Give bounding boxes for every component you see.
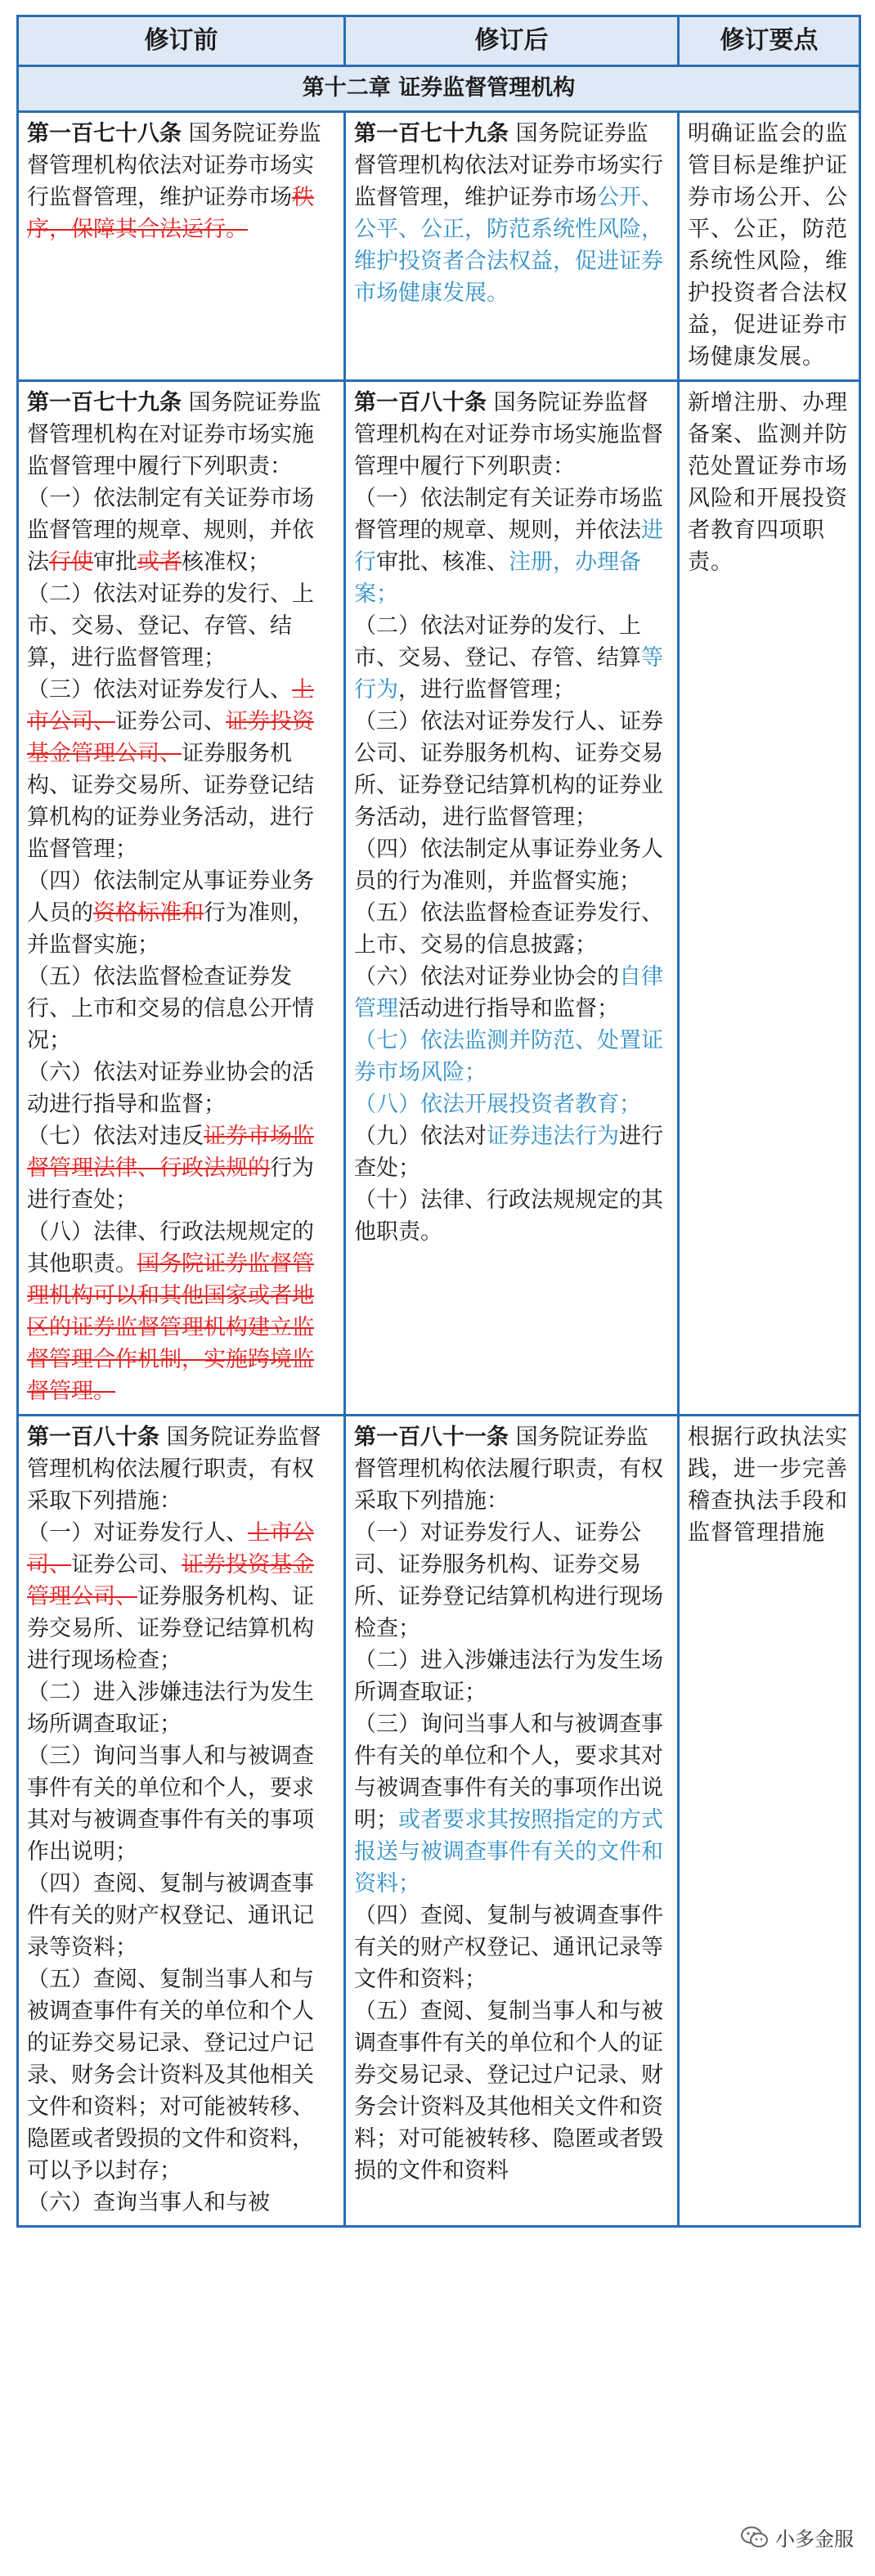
- clause-text: 国务院证券监督管理机构依法履行职责，有权采取下列措施：: [354, 1425, 663, 1514]
- clause-text: 国务院证券监督管理机构依法对证券市场实行监督管理，维护证券市场: [354, 121, 663, 210]
- clause-text: （四）查阅、复制与被调查事件有关的财产权登记、通讯记录等文件和资料；: [354, 1903, 663, 1992]
- after-article: [354, 1421, 669, 1517]
- after-cell: [345, 112, 679, 381]
- article-number: 第一百七十八条: [27, 121, 182, 146]
- inserted-text: 或者要求其按照指定的方式报送与被调查事件有关的文件和资料；: [354, 1807, 663, 1896]
- after-clause: [354, 1900, 669, 1995]
- after-clause: [354, 961, 669, 1025]
- clause-text: 行为准则，并监督实施；: [27, 900, 314, 958]
- after-clause: [354, 833, 669, 897]
- clause-text: （一）依法制定有关证券市场监督管理的规章、规则，并依法: [354, 486, 663, 543]
- before-clause: [27, 961, 335, 1057]
- clause-text: （十）法律、行政法规规定的其他职责。: [354, 1187, 663, 1245]
- before-clause: [27, 1868, 335, 1963]
- article-number: 第一百八十条: [27, 1425, 159, 1450]
- clause-text: 核准权；: [182, 550, 270, 575]
- clause-text: 国务院证券监督管理机构在对证券市场实施监督管理中履行下列职责：: [27, 390, 321, 479]
- clause-text: （四）依法制定从事证券业务人员的: [27, 868, 314, 926]
- clause-text: （二）进入涉嫌违法行为发生场所调查取证；: [354, 1648, 663, 1705]
- before-clause: [27, 578, 335, 674]
- clause-text: （二）进入涉嫌违法行为发生场所调查取证；: [27, 1680, 314, 1737]
- inserted-text: 注册，办理备案；: [354, 550, 641, 607]
- clause-text: （五）依法监督检查证券发行、上市、交易的信息披露；: [354, 900, 663, 958]
- before-clause: [27, 674, 335, 865]
- chapter-row: [18, 66, 860, 112]
- clause-text: （五）查阅、复制当事人和与被调查事件有关的单位和个人的证券交易记录、登记过户记录、财务会计资料及其他相关文件和资料；对可能被转移、隐匿或者毁损的文件和资料，可以予以封存；: [27, 1967, 314, 2183]
- clause-text: （三）询问当事人和与被调查事件有关的单位和个人，要求其对与被调查事件有关的事项作出说明；: [354, 1712, 663, 1833]
- after-clause: [354, 1088, 669, 1120]
- deleted-text: 秩序，保障其合法运行。: [27, 185, 314, 242]
- clause-text: （六）查询当事人和与被: [27, 2190, 270, 2215]
- clause-text: （三）询问当事人和与被调查事件有关的单位和个人，要求其对与被调查事件有关的事项作出说明；: [27, 1744, 314, 1865]
- article-row: [18, 1416, 860, 2227]
- deleted-text: 国务院证券监督管理机构可以和其他国家或者地区的证券监督管理机构建立监督管理合作机制，实施跨境监督管理。: [27, 1251, 314, 1404]
- after-clause: [354, 1517, 669, 1645]
- clause-text: ，进行监督管理；: [398, 677, 575, 702]
- after-clause: [354, 1645, 669, 1708]
- inserted-text: （七）依法监测并防范、处置证券市场风险；: [354, 1028, 663, 1085]
- deleted-text: 证券市场监督管理法律、行政法规的: [27, 1124, 314, 1181]
- clause-text: 审批、核准、: [376, 550, 509, 575]
- article-number: 第一百七十九条: [27, 390, 182, 415]
- inserted-text: 自律管理: [354, 964, 663, 1021]
- clause-text: （二）依法对证券的发行、上市、交易、登记、存管、结算: [354, 613, 641, 671]
- clause-text: （五）依法监督检查证券发行、上市和交易的信息公开情况；: [27, 964, 314, 1053]
- header-points: 修订要点: [679, 16, 860, 66]
- before-clause: [27, 1740, 335, 1868]
- clause-text: （六）依法对证券业协会的活动进行指导和监督；: [27, 1060, 314, 1117]
- before-cell: [18, 381, 345, 1416]
- clause-text: （七）依法对违反: [27, 1124, 204, 1149]
- before-cell: [18, 112, 345, 381]
- clause-text: （二）依法对证券的发行、上市、交易、登记、存管、结算，进行监督管理；: [27, 581, 314, 671]
- clause-text: （四）查阅、复制与被调查事件有关的财产权登记、通讯记录等资料；: [27, 1871, 314, 1960]
- deleted-text: 上市公司、: [27, 677, 314, 734]
- clause-text: 行为进行查处；: [27, 1156, 314, 1213]
- after-clause: [354, 610, 669, 706]
- wechat-icon: [741, 2526, 769, 2549]
- after-clause: [354, 1184, 669, 1248]
- clause-text: （九）依法对: [354, 1124, 487, 1149]
- before-cell: [18, 1416, 345, 2227]
- clause-text: 证券服务机构、证券交易所、证券登记结算机构进行现场检查；: [27, 1584, 314, 1673]
- article-number: 第一百八十一条: [354, 1425, 509, 1450]
- clause-text: （五）查阅、复制当事人和与被调查事件有关的单位和个人的证券交易记录、登记过户记录、财务会计资料及其他相关文件和资料；对可能被转移、隐匿或者毁损的文件和资料: [354, 1999, 663, 2183]
- after-clause: [354, 482, 669, 610]
- before-clause: [27, 2187, 335, 2219]
- clause-text: 国务院证券监督管理机构依法对证券市场实行监督管理，维护证券市场: [27, 121, 321, 210]
- after-cell: [345, 381, 679, 1416]
- before-article: [27, 118, 335, 245]
- inserted-text: 公开、公平、公正，防范系统性风险，维护投资者合法权益，促进证券市场健康发展。: [354, 185, 663, 306]
- article-number: 第一百七十九条: [354, 121, 509, 146]
- clause-text: （一）依法制定有关证券市场监督管理的规章、规则，并依法: [27, 486, 314, 575]
- article-row: [18, 112, 860, 381]
- before-clause: [27, 865, 335, 961]
- clause-text: 证券公司、: [115, 709, 226, 734]
- deleted-text: 资格标准和: [93, 900, 204, 926]
- inserted-text: 等行为: [354, 645, 663, 702]
- clause-text: 进行查处；: [354, 1124, 663, 1181]
- header-after: 修订后: [345, 16, 679, 66]
- before-clause: [27, 1517, 335, 1676]
- revision-note: 新增注册、办理备案、监测并防范处置证券市场风险和开展投资者教育四项职责。: [679, 381, 860, 1416]
- clause-text: （八）法律、行政法规规定的其他职责。: [27, 1219, 314, 1277]
- after-article: [354, 118, 669, 309]
- deleted-text: 证券投资基金管理公司、: [27, 1552, 314, 1609]
- clause-text: （一）对证券发行人、: [27, 1520, 248, 1546]
- watermark-text: 小多金服: [775, 2528, 854, 2551]
- clause-text: （三）依法对证券发行人、证券公司、证券服务机构、证券交易所、证券登记结算机构的证券业务活动，进行监督管理；: [354, 709, 663, 830]
- before-clause: [27, 1216, 335, 1407]
- inserted-text: 进行: [354, 518, 663, 575]
- deleted-text: 或者: [137, 550, 182, 575]
- clause-text: （三）依法对证券发行人、: [27, 677, 292, 702]
- inserted-text: 证券违法行为: [487, 1124, 619, 1149]
- watermark: [731, 2520, 864, 2555]
- before-article: [27, 1421, 335, 1517]
- clause-text: （四）依法制定从事证券业务人员的行为准则，并监督实施；: [354, 837, 663, 894]
- header-row: [18, 16, 860, 66]
- chapter-title: 第十二章 证券监督管理机构: [18, 66, 860, 112]
- before-clause: [27, 1676, 335, 1740]
- clause-text: 证券公司、: [71, 1552, 182, 1577]
- article-row: [18, 381, 860, 1416]
- after-clause: [354, 1025, 669, 1088]
- revision-comparison-table: [16, 15, 861, 2228]
- header-before: 修订前: [18, 16, 345, 66]
- clause-text: 证券服务机构、证券交易所、证券登记结算机构的证券业务活动，进行监督管理；: [27, 741, 314, 862]
- after-clause: [354, 706, 669, 833]
- revision-note: 明确证监会的监管目标是维护证券市场公开、公平、公正，防范系统性风险，维护投资者合法权益，促进证券市场健康发展。: [679, 112, 860, 381]
- deleted-text: 行使: [49, 550, 93, 575]
- after-clause: [354, 1120, 669, 1184]
- clause-text: （一）对证券发行人、证券公司、证券服务机构、证券交易所、证券登记结算机构进行现场检查；: [354, 1520, 663, 1641]
- after-clause: [354, 897, 669, 961]
- deleted-text: 证券投资基金管理公司、: [27, 709, 314, 766]
- inserted-text: （八）依法开展投资者教育；: [354, 1092, 641, 1117]
- before-article: [27, 387, 335, 482]
- after-cell: [345, 1416, 679, 2227]
- clause-text: （六）依法对证券业协会的: [354, 964, 619, 990]
- revision-note: 根据行政执法实践，进一步完善稽查执法手段和监督管理措施: [679, 1416, 860, 2227]
- clause-text: 活动进行指导和监督；: [398, 996, 619, 1021]
- article-number: 第一百八十条: [354, 390, 487, 415]
- after-article: [354, 387, 669, 482]
- after-clause: [354, 1708, 669, 1900]
- clause-text: 审批: [93, 550, 137, 575]
- before-clause: [27, 1057, 335, 1120]
- after-clause: [354, 1995, 669, 2187]
- before-clause: [27, 1120, 335, 1216]
- before-clause: [27, 1963, 335, 2187]
- clause-text: 国务院证券监督管理机构在对证券市场实施监督管理中履行下列职责：: [354, 390, 663, 479]
- clause-text: 国务院证券监督管理机构依法履行职责，有权采取下列措施：: [27, 1425, 321, 1514]
- before-clause: [27, 482, 335, 578]
- deleted-text: 上市公司、: [27, 1520, 314, 1577]
